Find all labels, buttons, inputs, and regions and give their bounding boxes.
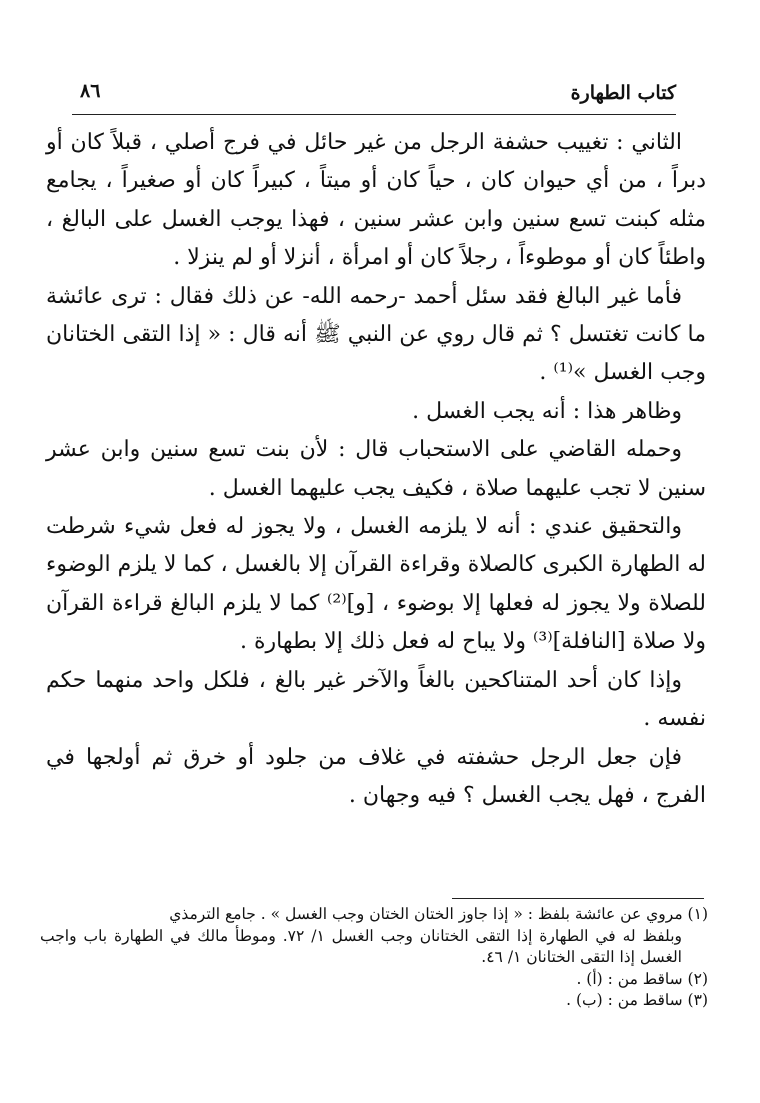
footnote-divider xyxy=(452,898,704,899)
paragraph: الثاني : تغييب حشفة الرجل من غير حائل في فرج أصلي ، قبلاً كان أو دبراً ، من أي حيوان كان ، حياً كان أو ميتاً ، كبيراً كان أو صغيراً ، يجامع مثله كبنت تسع سنين وابن عشر سنين ، فهذا يوجب الغسل على البالغ ، واطئاً كان أو موطوءاً ، رجلاً كان أو امرأة ، أنزلا أو لم ينزلا . xyxy=(46,130,706,271)
main-text xyxy=(46,124,706,864)
paragraph: وحمله القاضي على الاستحباب قال : لأن بنت تسع سنين وابن عشر سنين لا تجب عليهما صلاة ، فكيف يجب عليهما الغسل . xyxy=(46,437,706,501)
paragraph: وظاهر هذا : أنه يجب الغسل . xyxy=(412,398,682,424)
paragraph: وإذا كان أحد المتناكحين بالغاً والآخر غير بالغ ، فلكل واحد منهما حكم نفسه . xyxy=(46,667,706,732)
paragraph: فإن جعل الرجل حشفته في غلاف من جلود أو خرق ثم أولجها في الفرج ، فهل يجب الغسل ؟ فيه وجهان . xyxy=(46,744,706,808)
page-number: ٨٦ xyxy=(80,80,101,102)
footnote-2: (٢) ساقط من : (أ) . xyxy=(576,969,708,988)
book-title: كتاب الطهارة xyxy=(570,82,676,104)
footnote-1: (١) مروي عن عائشة بلفظ : « إذا جاوز الختان الختان وجب الغسل » . جامع الترمذي xyxy=(169,905,708,923)
paragraph: والتحقيق عندي : أنه لا يلزمه الغسل ، ولا يجوز له فعل شيء شرطت له الطهارة الكبرى كالصلاة وقراءة القرآن إلا بالغسل ، كما لا يلزم الوضوء للصلاة ولا يجوز له فعلها إلا بوضوء ، [و]⁽²⁾ كما لا يلزم البالغ قراءة القرآن ولا صلاة [النافلة]⁽³⁾ ولا يباح له فعل ذلك إلا بطهارة . xyxy=(46,514,707,655)
footnotes xyxy=(40,904,708,1044)
footnote-1-continuation: وبلفظ له في الطهارة إذا التقى الختانان وجب الغسل ١/ ٧٢. وموطأ مالك في الطهارة باب واجب الغسل إذا التقى الختانان ١/ ٤٦. xyxy=(40,926,682,966)
running-header xyxy=(72,80,676,115)
paragraph: فأما غير البالغ فقد سئل أحمد -رحمه الله- عن ذلك فقال : ترى عائشة ما كانت تغتسل ؟ ثم قال روي عن النبي ﷺ أنه قال : « إذا التقى الختانان وجب الغسل »⁽¹⁾ . xyxy=(46,283,706,386)
footnote-3: (٣) ساقط من : (ب) . xyxy=(566,991,708,1009)
